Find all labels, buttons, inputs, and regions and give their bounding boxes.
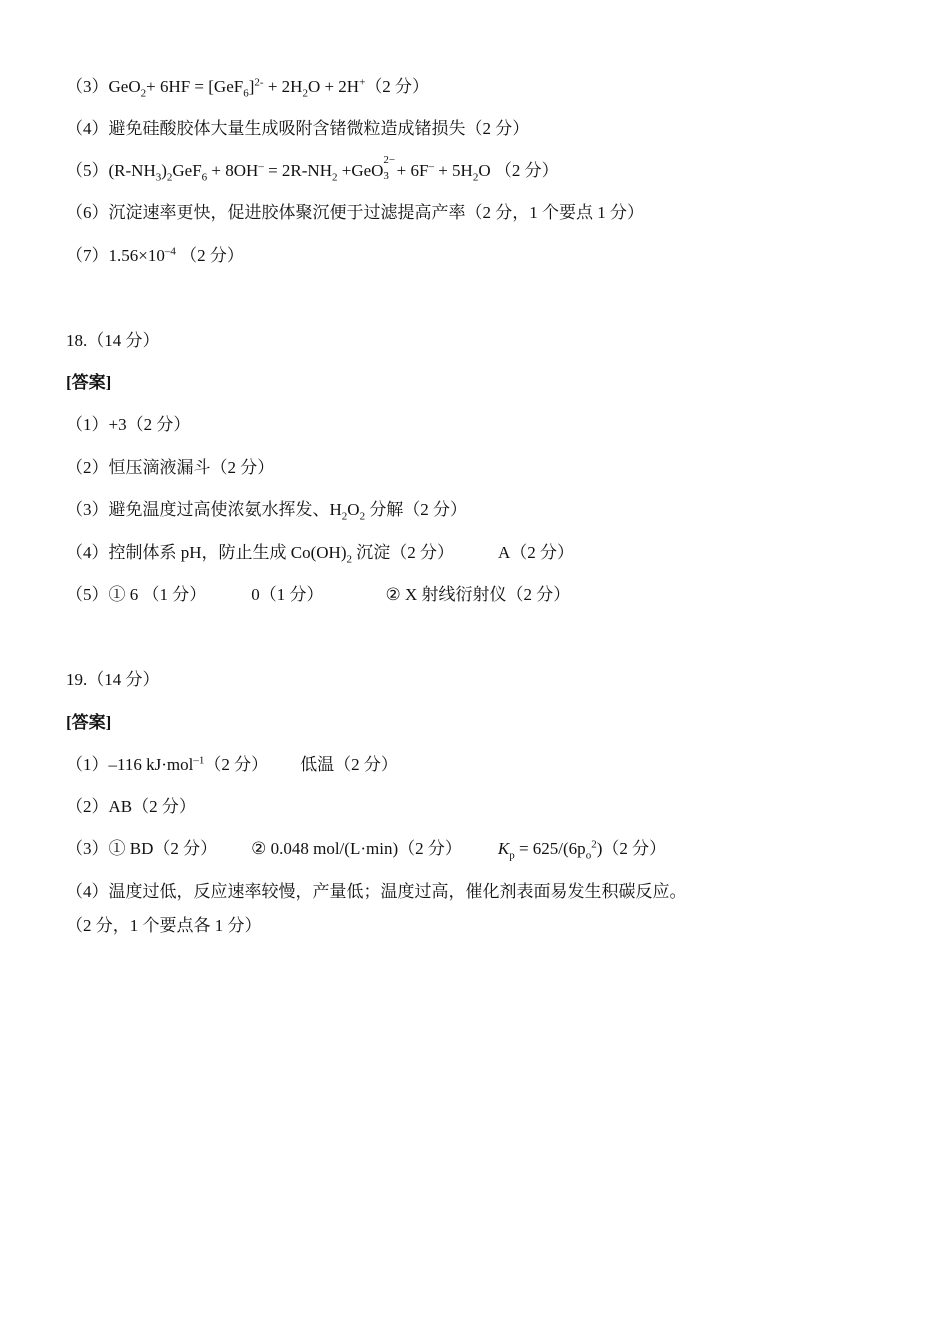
q18-item-3 [66, 499, 467, 521]
q19-item-4-note: （2 分，1 个要点各 1 分） [66, 916, 262, 935]
text: （7）1.56×10 [66, 246, 165, 265]
answer-item-3 [66, 76, 429, 98]
text: GeF [172, 161, 202, 180]
q19-item-4: （4）温度过低，反应速率较慢，产量低；温度过高，催化剂表面易发生积碳反应。 [66, 882, 687, 901]
text: + 6HF = [GeF [146, 77, 244, 96]
answer-item-7 [66, 245, 244, 267]
question-19-header: 19.（14 分） [66, 670, 160, 689]
subscript: 2 [331, 171, 338, 184]
text: （3）避免温度过高使浓氨水挥发、H [66, 500, 342, 519]
text: )（2 分） [596, 839, 667, 858]
subscript: 2 [341, 510, 348, 523]
text: （2 分） [204, 755, 269, 774]
text: ] [248, 77, 255, 96]
text: （3）① BD（2 分） [66, 839, 218, 858]
text: = 2R-NH [263, 161, 332, 180]
text: ② X 射线衍射仪（2 分） [385, 585, 571, 604]
q18-item-5 [66, 584, 570, 606]
text: O + 2H [307, 77, 360, 96]
text: （1）–116 kJ·mol [66, 755, 194, 774]
text: ) [161, 161, 167, 180]
q19-item-1 [66, 754, 398, 776]
text: + 2H [263, 77, 303, 96]
subscript: 2 [346, 553, 352, 566]
text: 0（1 分） [251, 585, 324, 604]
text: （5）① 6 （1 分） [66, 585, 207, 604]
subscript: 6 [201, 171, 208, 184]
text: + 8OH [207, 161, 259, 180]
text: 分解（2 分） [365, 500, 468, 519]
text: 低温（2 分） [300, 755, 398, 774]
text: A（2 分） [498, 543, 575, 562]
answer-label: [答案] [66, 713, 112, 732]
superscript: – [428, 160, 434, 173]
subscript: 2 [472, 171, 479, 184]
text: = 625/(6p [514, 839, 586, 858]
text: O （2 分） [478, 161, 559, 180]
text: ② 0.048 mol/(L·min)（2 分） [251, 839, 462, 858]
text: O [347, 500, 360, 519]
subscript: 6 [243, 87, 249, 100]
text: +GeO [337, 161, 384, 180]
superscript: –1 [193, 754, 205, 767]
superscript: 2 [591, 838, 597, 851]
superscript: –4 [164, 245, 176, 258]
subscript: 3 [155, 171, 162, 184]
subscript: o [585, 849, 592, 862]
superscript: – [258, 160, 264, 173]
question-18-header: 18.（14 分） [66, 331, 160, 350]
q18-item-4 [66, 542, 574, 564]
text: （2 分） [365, 77, 430, 96]
text: （3）GeO [66, 77, 141, 96]
subscript: 2 [166, 171, 173, 184]
subscript: 2 [302, 87, 308, 100]
answer-item-6: （6）沉淀速率更快，促进胶体聚沉便于过滤提高产率（2 分，1 个要点 1 分） [66, 203, 644, 222]
q18-item-2: （2）恒压滴液漏斗（2 分） [66, 458, 275, 477]
text: （4）控制体系 pH，防止生成 Co(OH) [66, 543, 347, 562]
text: + 5H [433, 161, 473, 180]
q18-item-1: （1）+3（2 分） [66, 415, 191, 434]
answer-item-4: （4）避免硅酸胶体大量生成吸附含锗微粒造成锗损失（2 分） [66, 119, 530, 138]
text: （2 分） [175, 246, 244, 265]
text: 沉淀（2 分） [352, 543, 454, 562]
answer-item-5 [66, 154, 559, 184]
q19-item-3 [66, 838, 666, 860]
subscript: 2 [140, 87, 147, 100]
answer-label: [答案] [66, 373, 112, 392]
superscript: + [359, 76, 366, 89]
q19-item-2: （2）AB（2 分） [66, 797, 196, 816]
subscript: 2 [359, 510, 366, 523]
text: + 6F [392, 161, 429, 180]
superscript: 2- [254, 76, 264, 89]
subscript: p [509, 849, 515, 862]
sub-sup-stack: 2− 3 [383, 154, 396, 182]
text: （5）(R-NH [66, 161, 156, 180]
text: K [497, 839, 510, 858]
